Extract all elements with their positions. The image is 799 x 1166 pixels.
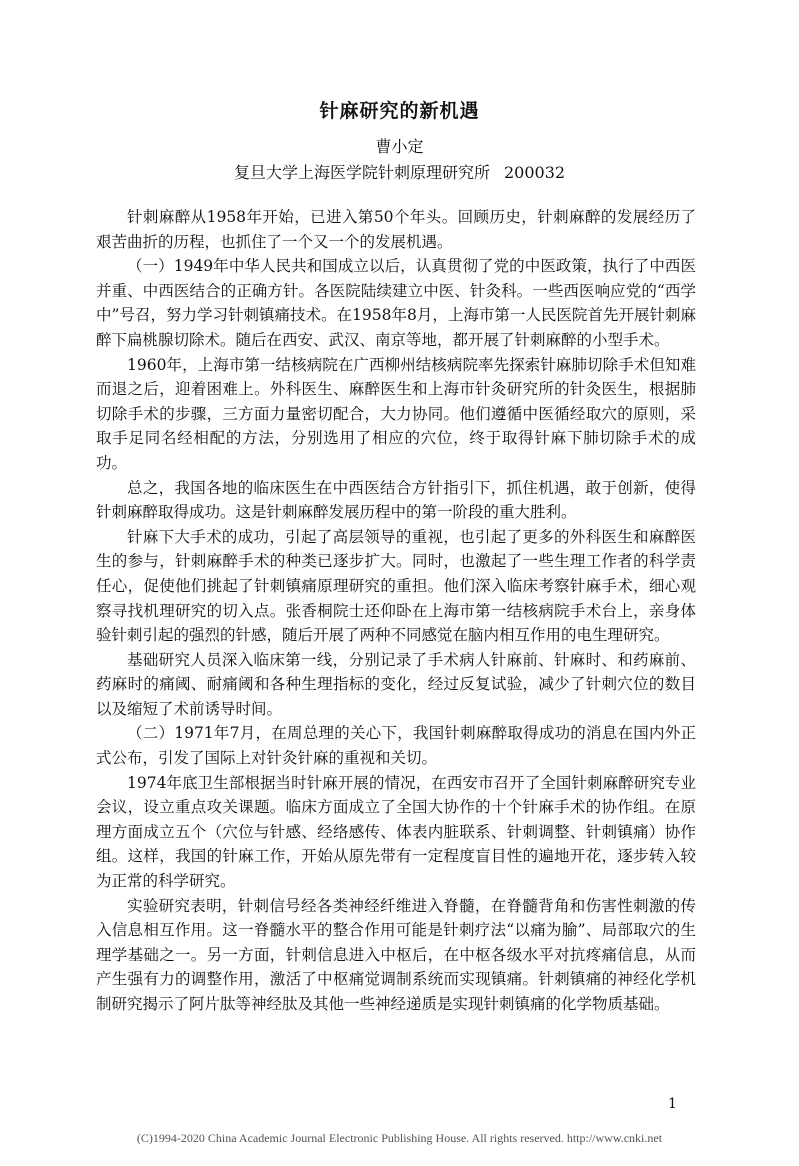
body-paragraph: 总之，我国各地的临床医生在中西医结合方针指引下，抓住机遇，敢于创新，使得针刺麻醉取得成功。这是针刺麻醉发展历程中的第一阶段的重大胜利。	[96, 478, 696, 522]
body-paragraph: 实验研究表明，针刺信号经各类神经纤维进入脊髓，在脊髓背角和伤害性刺激的传入信息相互作用。这一脊髓水平的整合作用可能是针刺疗法“以痛为腧”、局部取穴的生理学基础之一。另一方面，针刺信息进入中枢后，在中枢各级水平对抗疼痛信息，从而产生强有力的调整作用，激活了中枢痛觉调制系统而实现镇痛。针刺镇痛的神经化学机制研究揭示了阿片肽等神经肽及其他一些神经递质是实现针刺镇痛的化学物质基础。	[96, 896, 696, 1013]
body-paragraph: 1960年，上海市第一结核病院在广西柳州结核病院率先探索针麻肺切除手术但知难而退之后，迎着困难上。外科医生、麻醉医生和上海市针灸研究所的针灸医生，根据肺切除手术的步骤，三方面力量密切配合，大力协同。他们遵循中医循经取穴的原则，采取手足同名经相配的方法，分别选用了相应的穴位，终于取得针麻下肺切除手术的成功。	[96, 355, 696, 472]
body-paragraph: （二）1971年7月，在周总理的关心下，我国针刺麻醉取得成功的消息在国内外正式公布，引发了国际上对针灸针麻的重视和关切。	[96, 724, 696, 768]
article-title: 针麻研究的新机遇	[319, 100, 480, 122]
copyright-footer: (C)1994-2020 China Academic Journal Electronic Publishing House. All rights reserved. http://www.cnki.net	[136, 1131, 663, 1145]
body-paragraph: 针刺麻醉从1958年开始，已进入第50个年头。回顾历史，针刺麻醉的发展经历了艰苦曲折的历程，也抓住了一个又一个的发展机遇。	[96, 208, 696, 251]
affiliation-name: 复旦大学上海医学院针刺原理研究所	[233, 163, 490, 182]
body-paragraph: （一）1949年中华人民共和国成立以后，认真贯彻了党的中医政策，执行了中西医并重、中西医结合的正确方针。各医院陆续建立中医、针灸科。一些西医响应党的“西学中”号召，努力学习针刺镇痛技术。在1958年8月，上海市第一人民医院首先开展针刺麻醉下扁桃腺切除术。随后在西安、武汉、南京等地，都开展了针刺麻醉的小型手术。	[96, 257, 696, 349]
article-body	[96, 205, 696, 1017]
article-affiliation	[0, 160, 799, 183]
article-author: 曹小定	[375, 137, 424, 156]
affiliation-postcode: 200032	[503, 163, 566, 182]
body-paragraph: 1974年底卫生部根据当时针麻开展的情况，在西安市召开了全国针刺麻醉研究专业会议，设立重点攻关课题。临床方面成立了全国大协作的十个针麻手术的协作组。在原理方面成立五个（穴位与针感、经络感传、体表内脏联系、针刺调整、针刺镇痛）协作组。这样，我国的针麻工作，开始从原先带有一定程度盲目性的遍地开花，逐步转入较为正常的科学研究。	[96, 773, 696, 891]
page-number: 1	[668, 1096, 677, 1112]
body-paragraph: 针麻下大手术的成功，引起了高层领导的重视，也引起了更多的外科医生和麻醉医生的参与，针刺麻醉手术的种类已逐步扩大。同时，也激起了一些生理工作者的科学责任心，促使他们挑起了针刺镇痛原理研究的重担。他们深入临床考察针麻手术，细心观察寻找机理研究的切入点。张香桐院士还仰卧在上海市第一结核病院手术台上，亲身体验针刺引起的强烈的针感，随后开展了两种不同感觉在脑内相互作用的电生理研究。	[96, 527, 696, 645]
body-paragraph: 基础研究人员深入临床第一线，分别记录了手术病人针麻前、针麻时、和药麻前、药麻时的痛阈、耐痛阈和各种生理指标的变化，经过反复试验，减少了针刺穴位的数目以及缩短了术前诱导时间。	[96, 650, 696, 718]
